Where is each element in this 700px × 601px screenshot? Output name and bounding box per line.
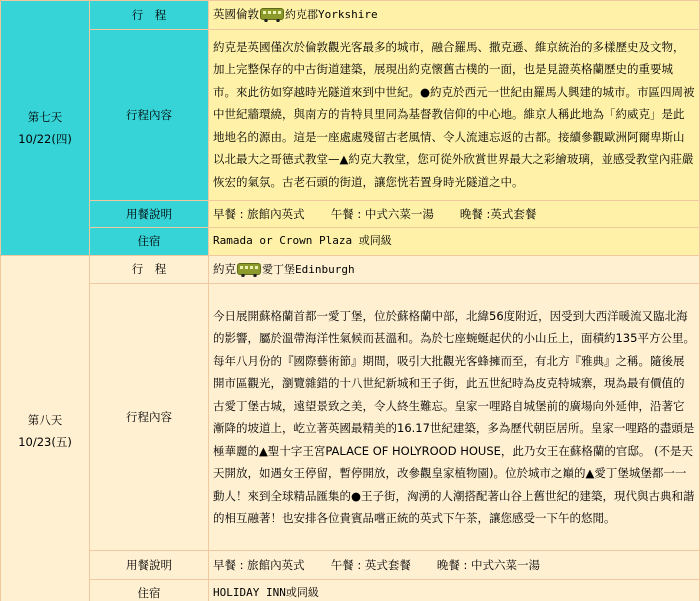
day8-lunch: 午餐 : 英式套餐 bbox=[330, 557, 411, 572]
day7-lunch: 午餐 : 中式六菜一湯 bbox=[330, 206, 434, 221]
day7-day: 第七天 bbox=[27, 109, 63, 124]
day7-content: 約克是英國僅次於倫敦觀光客最多的城市，融合羅馬、撒克遜、維京統治的多樣歷史及文物，加上完整保存的中古街道建築，展現出約克懷舊古樸的一面，也是見證英格蘭歷史的重要城市。來此彷如穿越時光隧道來到中世紀。●約克於西元一世紀由羅馬人興建的城市。市區四周被中世紀牆環繞，與南方的肯特貝里同為基督教信仰的中心地。維京人稱此地為「約威克」是此地地名的源由。這是一座處處殘留古老風情、令人流連忘返的古都。接續參觀歐洲阿爾卑斯山以北最大之哥德式教堂—▲約克大教堂，您可從外欣賞世界最大之彩繪玻璃，並感受教堂內莊嚴恢宏的氣氛。古老石頭的街道，讓您恍若置身時光隧道之中。 bbox=[209, 30, 699, 200]
bus-icon bbox=[237, 263, 261, 275]
day8-route-label: 行 程 bbox=[90, 256, 208, 284]
day8-breakfast: 早餐 : 旅館內英式 bbox=[213, 557, 305, 572]
day8-route-row bbox=[1, 256, 699, 284]
day8-day-cell bbox=[1, 256, 89, 601]
day8-hotel-label: 住宿 bbox=[90, 580, 208, 601]
day7-hotel-label: 住宿 bbox=[90, 228, 208, 255]
day8-meals bbox=[209, 551, 699, 579]
day8-meals-row bbox=[1, 551, 699, 579]
day7-route bbox=[209, 1, 699, 29]
day8-route-from: 約克 bbox=[213, 261, 236, 276]
day8-date: 10/23(五) bbox=[18, 435, 72, 449]
day7-breakfast: 早餐 : 旅館內英式 bbox=[213, 206, 305, 221]
bus-icon bbox=[260, 8, 284, 20]
day8-meals-label: 用餐說明 bbox=[90, 551, 208, 579]
day8-dinner: 晚餐 : 中式六菜一湯 bbox=[436, 557, 541, 572]
day7-section bbox=[1, 1, 699, 255]
day7-meals-row bbox=[1, 201, 699, 228]
day7-meals bbox=[209, 201, 699, 228]
day8-hotel: HOLIDAY INN或同級 bbox=[209, 580, 699, 601]
day8-content: 今日展開蘇格蘭首都一愛丁堡，位於蘇格蘭中部，北緯56度附近，因受到大西洋暖流又臨北海的影響，屬於溫帶海洋性氣候而甚溫和。為於七座蜿蜒起伏的小山丘上，面積約135平方公里。每年八月份的『國際藝術節』期間，吸引大批觀光客蜂擁而至，有北方『雅典』之稱。隨後展開市區觀光，瀏覽雜錯的十八世紀新城和王子街，此五世紀時為皮克特城寨，現為最有價值的古愛丁堡古城，遠望景致之美，令人終生難忘。皇家一哩路自城堡前的廣場向外延伸，沿著它漸降的坡道上，屹立著英國最精美的16.17世紀建築，多為歷代朝臣居所。皇家一哩路的盡頭是極華麗的▲聖十字王宮PALACE OF HOLYROOD HOUSE，此乃女王在蘇格蘭的官邸。 (不是天天開放，如遇女王停留，暫停開放，改參觀皇家植物園)。位於城市之巔的▲愛丁堡城堡都一一動人！來到全球精品匯集的●王子街，洶湧的人潮搭配著山谷上舊世紀的建築，現代與古典和諧的相互融著！也安排各位貴賓品嚐正統的英式下午茶，讓您感受一下午的悠閒。 bbox=[209, 284, 699, 550]
day8-content-label: 行程內容 bbox=[90, 284, 208, 550]
day7-day-cell bbox=[1, 1, 89, 255]
day7-content-row bbox=[1, 30, 699, 200]
day8-route-to: 愛丁堡Edinburgh bbox=[262, 262, 355, 276]
day8-section bbox=[1, 256, 699, 601]
day7-route-label: 行 程 bbox=[90, 1, 208, 29]
day7-hotel: Ramada or Crown Plaza 或同級 bbox=[209, 228, 699, 255]
day8-day: 第八天 bbox=[27, 413, 63, 427]
day7-route-from: 英國倫敦 bbox=[213, 7, 259, 21]
day7-meals-label: 用餐說明 bbox=[90, 201, 208, 228]
day7-date: 10/22(四) bbox=[18, 131, 72, 146]
day7-route-row bbox=[1, 1, 699, 29]
day8-route bbox=[209, 256, 699, 284]
day7-dinner: 晚餐 :英式套餐 bbox=[459, 206, 537, 221]
day7-content-label: 行程內容 bbox=[90, 30, 208, 200]
day8-hotel-row bbox=[1, 580, 699, 601]
day8-content-row bbox=[1, 284, 699, 550]
day7-route-to: 約克郡Yorkshire bbox=[285, 8, 378, 21]
day7-hotel-row bbox=[1, 228, 699, 255]
